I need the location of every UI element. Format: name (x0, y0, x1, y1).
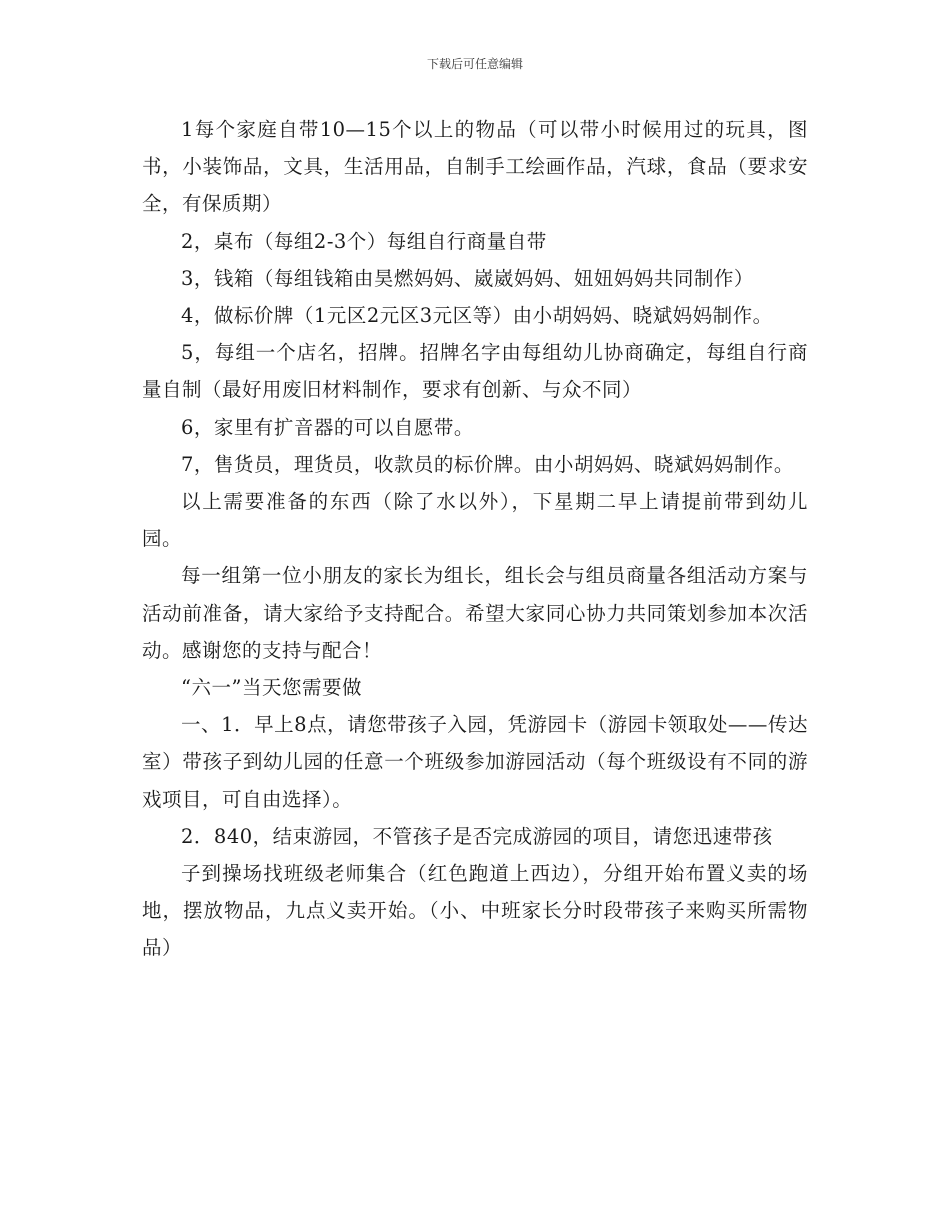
paragraph-schedule-step-2: 2．840，结束游园，不管孩子是否完成游园的项目，请您迅速带孩 (181, 824, 773, 848)
paragraph-children-day-heading: “六一”当天您需要做 (181, 676, 362, 700)
paragraph-tablecloth: 2，桌布（每组2-3个）每组自行商量自带 (181, 229, 547, 253)
paragraph-shop-sign: 5，每组一个店名，招牌。招牌名字由每组幼儿协商确定，每组自行商量自制（最好用废旧材料制作，要求有创新、与众不同） (142, 341, 808, 402)
document-body (142, 111, 808, 967)
paragraph-bring-items: 以上需要准备的东西（除了水以外），下星期二早上请提前带到幼儿园。 (142, 490, 808, 551)
paragraph-group-leader: 每一组第一位小朋友的家长为组长，组长会与组员商量各组活动方案与活动前准备，请大家给予支持配合。希望大家同心协力共同策划参加本次活动。感谢您的支持与配合！ (142, 564, 808, 662)
page-header: 下载后可任意编辑 (426, 57, 523, 71)
paragraph-schedule-step-1: 一、1．早上8点，请您带孩子入园，凭游园卡（游园卡领取处——传达室）带孩子到幼儿园的任意一个班级参加游园活动（每个班级设有不同的游戏项目，可自由选择）。 (142, 713, 808, 811)
paragraph-items-list: 1每个家庭自带10—15个以上的物品（可以带小时候用过的玩具，图书，小装饰品，文具，生活用品，自制手工绘画作品，汽球，食品（要求安全，有保质期） (142, 118, 808, 216)
paragraph-cashbox: 3，钱箱（每组钱箱由昊燃妈妈、崴崴妈妈、妞妞妈妈共同制作） (181, 266, 754, 290)
paragraph-price-tags: 4，做标价牌（1元区2元区3元区等）由小胡妈妈、晓斌妈妈制作。 (181, 304, 773, 328)
paragraph-schedule-step-2-cont: 子到操场找班级老师集合（红色跑道上西边），分组开始布置义卖的场地，摆放物品，九点义卖开始。（小、中班家长分时段带孩子来购买所需物品） (142, 862, 808, 960)
paragraph-loudspeaker: 6，家里有扩音器的可以自愿带。 (181, 415, 474, 439)
paragraph-staff-tags: 7，售货员，理货员，收款员的标价牌。由小胡妈妈、晓斌妈妈制作。 (181, 452, 794, 476)
